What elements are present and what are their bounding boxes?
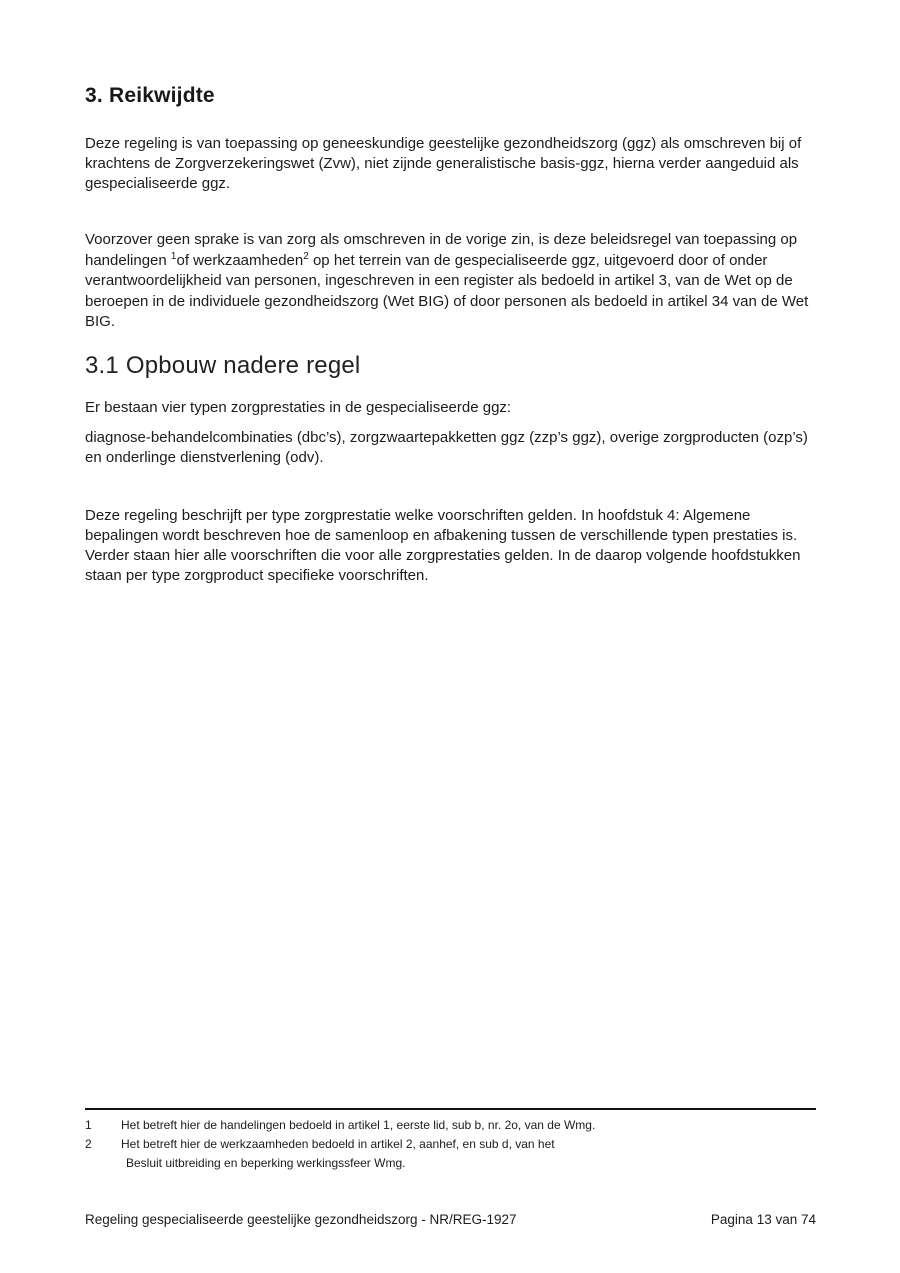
paragraph-scope: [85, 134, 816, 194]
chapter-heading: 3. Reikwijdte: [85, 84, 215, 107]
paragraph-types-list-text: diagnose-behandelcombinaties (dbc’s), zorgzwaartepakketten ggz (zzp’s ggz), overige zorgproducten (ozp’s) en onderlinge dienstverlening (odv).: [85, 429, 808, 466]
paragraph-applicability-text: [85, 230, 816, 333]
paragraph-structure-text: Deze regeling beschrijft per type zorgprestatie welke voorschriften gelden. In hoofdstuk 4: Algemene bepalingen wordt beschreven hoe de samenloop en afbakening tussen de verschillende typen prestaties is. Verder staan hier alle voorschriften die voor alle zorgprestaties gelden. In de daarop volgende hoofdstukken staan per type zorgproduct specifieke voorschriften.: [85, 507, 801, 584]
footnote-text: Het betreft hier de handelingen bedoeld in artikel 1, eerste lid, sub b, nr. 2o, van de Wmg.: [121, 1118, 596, 1132]
footnote-item: [85, 1135, 816, 1173]
paragraph-types-intro-text: Er bestaan vier typen zorgprestaties in de gespecialiseerde ggz:: [85, 399, 512, 416]
footer-page-indicator: Pagina 13 van 74: [710, 1212, 816, 1227]
footnote-divider: [85, 1108, 816, 1110]
section-heading: 3.1 Opbouw nadere regel: [85, 352, 361, 379]
footer-document-title: Regeling gespecialiseerde geestelijke gezondheidszorg - NR/REG-1927: [85, 1212, 517, 1227]
paragraph-structure: [85, 506, 816, 586]
footnote-text-line2: Besluit uitbreiding en beperking werkingssfeer Wmg.: [126, 1156, 406, 1170]
paragraph-scope-text: Deze regeling is van toepassing op geneeskundige geestelijke gezondheidszorg (ggz) als omschreven bij of krachtens de Zorgverzekeringswet (Zvw), niet zijnde generalistische basis-ggz, hierna verder aangeduid als gespecialiseerde ggz.: [85, 135, 802, 192]
footnotes-section: [85, 1116, 816, 1173]
paragraph-applicability-part2: of werkzaamheden: [176, 251, 304, 269]
page-footer: [85, 1212, 816, 1227]
paragraph-types-intro: [85, 398, 816, 418]
paragraph-applicability-part1: Voorzover geen sprake is van zorg als omschreven in de vorige zin, is deze beleidsregel van toepassing op handelingen: [85, 231, 798, 269]
footnote-number: 2: [85, 1137, 92, 1151]
footnote-text: [121, 1135, 816, 1173]
footnote-text-line1: Het betreft hier de werkzaamheden bedoeld in artikel 2, aanhef, en sub d, van het: [121, 1137, 555, 1151]
paragraph-applicability-part3: op het terrein van de gespecialiseerde ggz, uitgevoerd door of onder verantwoordelijkheid van personen, ingeschreven in een register als bedoeld in artikel 3, van de Wet op de beroepen in de individuele gezondheidszorg (Wet BIG) of door personen als bedoeld in artikel 34 van de Wet BIG.: [85, 251, 809, 330]
paragraph-applicability: [85, 230, 816, 333]
footnote-reference-1: 1: [170, 250, 177, 262]
footnote-reference-2: 2: [303, 250, 309, 262]
footnote-item: [85, 1116, 816, 1135]
paragraph-types-list: [85, 428, 816, 468]
footnote-number: 1: [85, 1118, 92, 1132]
